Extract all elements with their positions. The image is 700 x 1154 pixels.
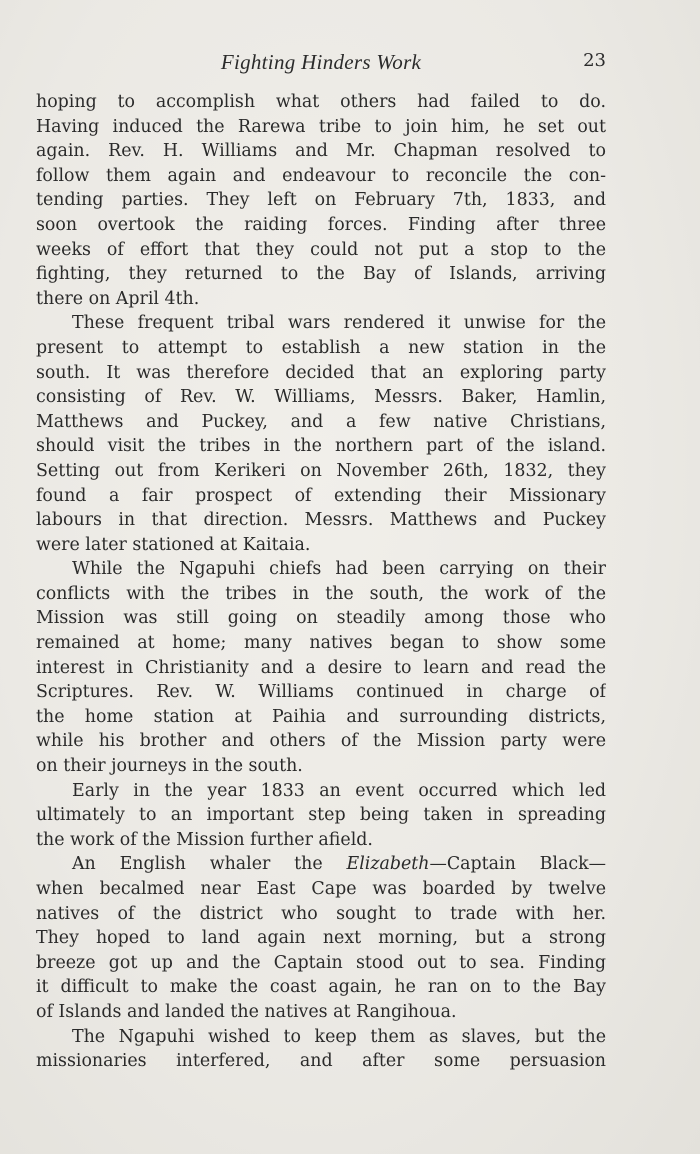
text-line: were later stationed at Kaitaia.: [36, 534, 311, 555]
text-line: while his brother and others of the Mission party were: [36, 731, 606, 752]
text-line: should visit the tribes in the northern part of the island.: [36, 436, 606, 457]
page-number: 23: [583, 50, 606, 71]
text-line: [36, 852, 606, 877]
text-line: consisting of Rev. W. Williams, Messrs. Baker, Hamlin,: [36, 387, 606, 408]
text-line: The Ngapuhi wished to keep them as slaves, but the: [72, 1026, 606, 1047]
text-line: missionaries interfered, and after some persuasion: [36, 1051, 606, 1072]
text-line: Early in the year 1833 an event occurred which led: [72, 780, 606, 801]
text-line: of Islands and landed the natives at Rangihoua.: [36, 1001, 457, 1022]
text-line: ultimately to an important step being taken in spreading: [36, 805, 606, 826]
text-line: present to attempt to establish a new station in the: [36, 337, 606, 358]
text-line: Mission was still going on steadily among those who: [36, 608, 606, 629]
text-line: found a fair prospect of extending their Missionary: [36, 485, 606, 506]
text-line: tending parties. They left on February 7th, 1833, and: [36, 190, 606, 211]
text-line: when becalmed near East Cape was boarded by twelve: [36, 879, 606, 899]
text-line: conflicts with the tribes in the south, the work of the: [36, 583, 606, 604]
text-line: south. It was therefore decided that an exploring party: [36, 362, 606, 383]
text-line: it difficult to make the coast again, he ran on to the Bay: [36, 977, 606, 998]
text-line: the work of the Mission further afield.: [36, 829, 373, 850]
text-line: weeks of effort that they could not put a stop to the: [36, 239, 606, 260]
text-line: breeze got up and the Captain stood out to sea. Finding: [36, 952, 606, 973]
text-line: Scriptures. Rev. W. Williams continued in charge of: [36, 682, 606, 703]
text-line: interest in Christianity and a desire to learn and read the: [36, 657, 606, 678]
chapter-title: Fighting Hinders Work: [220, 50, 422, 74]
text-line: the home station at Paihia and surrounding districts,: [36, 706, 606, 727]
text-line: Matthews and Puckey, and a few native Christians,: [36, 411, 606, 432]
text-line: hoping to accomplish what others had failed to do.: [36, 92, 606, 112]
ship-name: Elizabeth: [346, 854, 430, 875]
text-line: natives of the district who sought to trade with her.: [36, 903, 606, 924]
text-line: While the Ngapuhi chiefs had been carrying on their: [72, 559, 606, 580]
text-line: on their journeys in the south.: [36, 756, 303, 777]
text-line: follow them again and endeavour to reconcile the con-: [36, 165, 606, 186]
text-line: fighting, they returned to the Bay of Islands, arriving: [36, 264, 606, 285]
body-text: [36, 90, 606, 1074]
text-line: They hoped to land again next morning, but a strong: [36, 928, 606, 949]
text-fragment: An English whaler the: [72, 854, 347, 875]
text-line: Having induced the Rarewa tribe to join him, he set out: [36, 116, 606, 137]
text-line: Setting out from Kerikeri on November 26th, 1832, they: [36, 460, 606, 481]
text-fragment: —Captain Black—: [429, 854, 606, 875]
text-line: These frequent tribal wars rendered it unwise for the: [72, 313, 606, 334]
text-line: soon overtook the raiding forces. Finding after three: [36, 214, 606, 235]
text-line: there on April 4th.: [36, 288, 200, 309]
text-line: labours in that direction. Messrs. Matthews and Puckey: [36, 510, 606, 531]
text-line: again. Rev. H. Williams and Mr. Chapman resolved to: [36, 141, 606, 162]
running-head: [36, 50, 606, 76]
text-line: remained at home; many natives began to show some: [36, 633, 606, 654]
